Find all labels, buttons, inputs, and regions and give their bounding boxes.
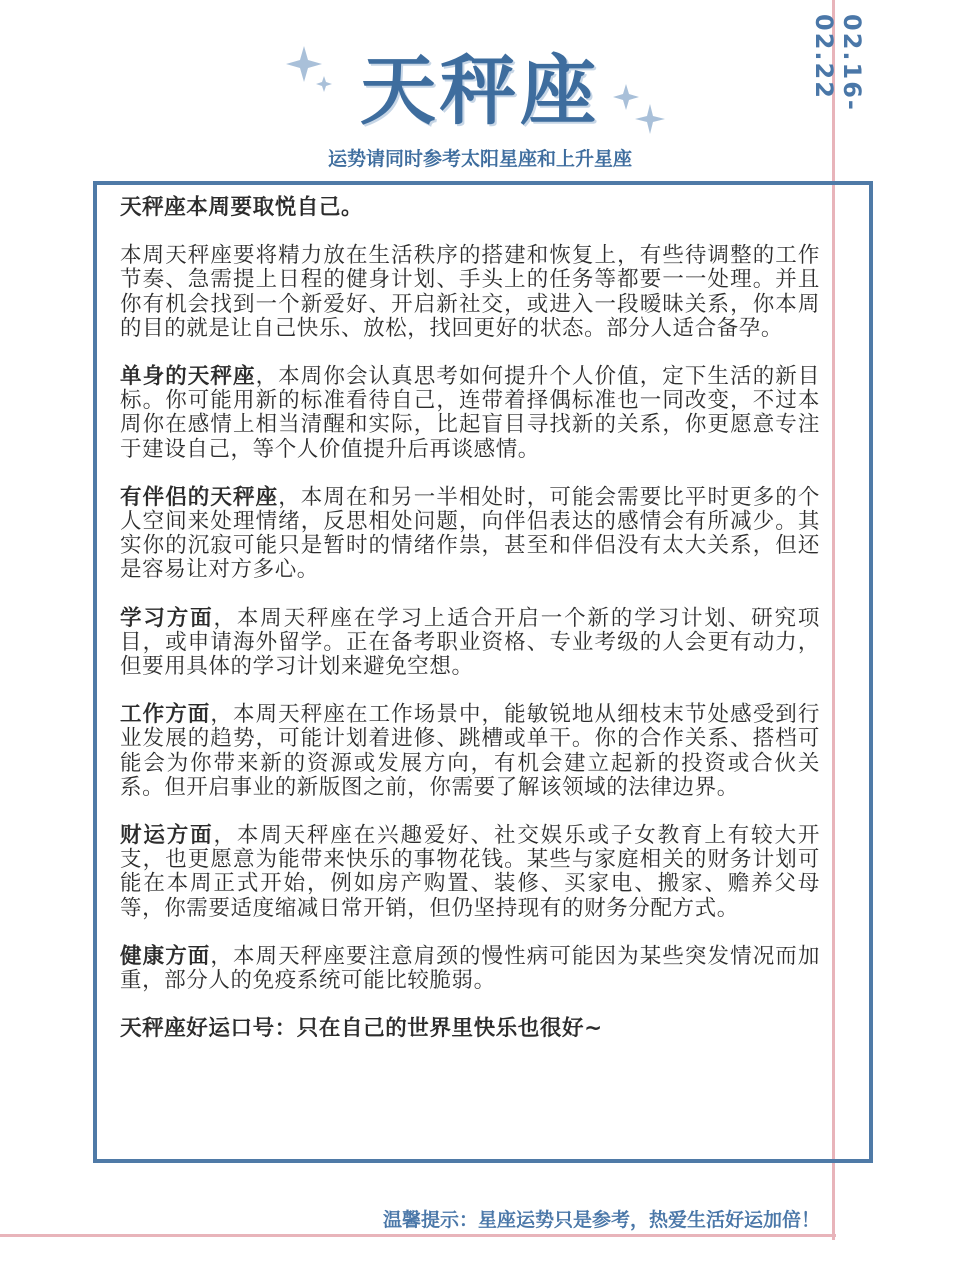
section-text: ，本周天秤座在学习上适合开启一个新的学习计划、研究项目，或申请海外留学。正在备考职业资格、专业考级的人会更有动力，但要用具体的学习计划来避免空想。 — [120, 605, 821, 680]
section-work — [120, 703, 820, 800]
section-health — [120, 945, 820, 993]
section-label: 有伴侣的天秤座 — [120, 484, 279, 510]
sparkle-icon — [612, 82, 668, 138]
pink-horizontal-line — [0, 1234, 836, 1237]
section-text: ，本周天秤座在兴趣爱好、社交娱乐或子女教育上有较大开支，也更愿意为能带来快乐的事物花钱。某些与家庭相关的财务计划可能在本周正式开始，例如房产购置、装修、买家电、搬家、赡养父母等，你需要适度缩减日常开销，但仍坚持现有的财务分配方式。 — [120, 823, 821, 921]
section-label: 单身的天秤座 — [120, 364, 256, 390]
subtitle: 运势请同时参考太阳星座和上升星座 — [327, 148, 632, 170]
section-text: ，本周天秤座要注意肩颈的慢性病可能因为某些突发情况而加重，部分人的免疫系统可能比较脆弱。 — [120, 943, 820, 994]
section-label: 工作方面 — [120, 702, 211, 728]
section-study — [120, 607, 820, 680]
section-text: ，本周天秤座在工作场景中，能敏锐地从细枝末节处感受到行业发展的趋势，可能计划着进修、跳槽或单干。你的合作关系、搭档可能会为你带来新的资源或发展方向，有机会建立起新的投资或合伙关系。但开启事业的新版图之前，你需要了解该领域的法律边界。 — [120, 702, 820, 800]
headline: 天秤座本周要取悦自己。 — [120, 195, 364, 220]
section-text: ，本周你会认真思考如何提升个人价值，定下生活的新目标。你可能用新的标准看待自己，连带着择偶标准也一同改变，不过本周你在感情上相当清醒和实际，比起盲目寻找新的关系，你更愿意专注于建设自己，等个人价值提升后再谈感情。 — [120, 364, 820, 462]
slogan: 天秤座好运口号：只在自己的世界里快乐也很好~ — [120, 1016, 603, 1042]
section-wealth — [120, 824, 820, 921]
section-text: ，本周在和另一半相处时，可能会需要比平时更多的个人空间来处理情绪，反思相处问题，向伴侣表达的感情会有所减少。其实你的沉寂可能只是暂时的情绪作祟，甚至和伴侣没有太大关系，但还是容易让对方多心。 — [120, 484, 821, 583]
section-label: 财运方面 — [120, 823, 214, 849]
date-range: 02.16-02.22 — [810, 14, 866, 112]
horoscope-content — [120, 196, 820, 1065]
section-single — [120, 365, 820, 462]
section-label: 健康方面 — [120, 943, 211, 969]
section-label: 学习方面 — [120, 605, 214, 631]
section-partner — [120, 486, 820, 583]
page-title: 天秤座 — [360, 46, 600, 135]
intro-paragraph: 本周天秤座要将精力放在生活秩序的搭建和恢复上，有些待调整的工作节奏、急需提上日程的健身计划、手头上的任务等都要一一处理。并且你有机会找到一个新爱好、开启新社交，或进入一段暧昧关系，你本周的目的就是让自己快乐、放松，找回更好的状态。部分人适合备孕。 — [120, 243, 820, 341]
sparkle-icon — [284, 42, 340, 98]
footer-tip: 温馨提示：星座运势只是参考，热爱生活好运加倍！ — [382, 1209, 820, 1231]
